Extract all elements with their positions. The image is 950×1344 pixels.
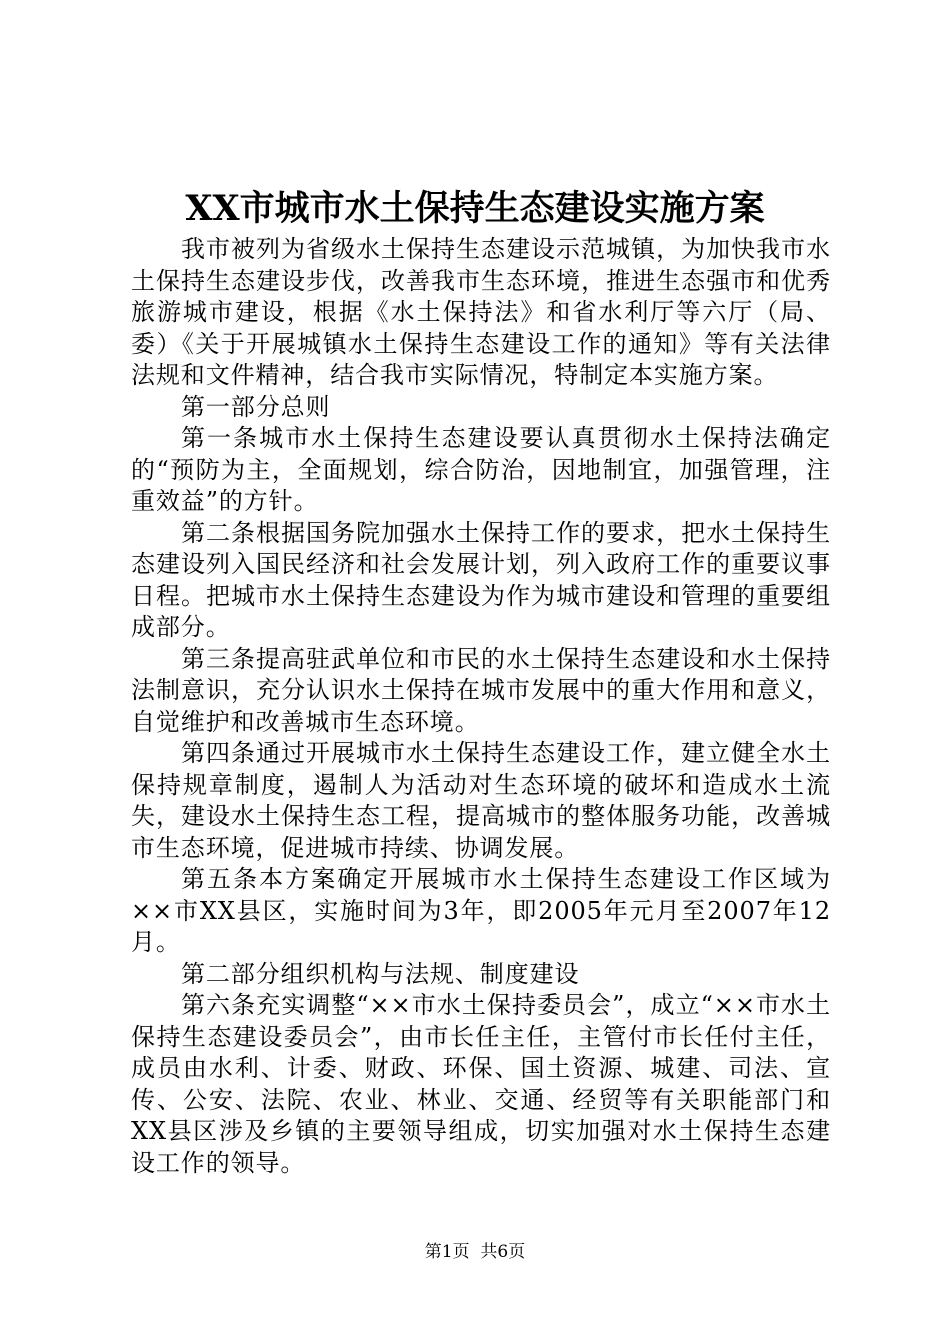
- article-5: 第五条本方案确定开展城市水土保持生态建设工作区域为××市XX县区，实施时间为3年，即2005年元月至2007年12月。: [131, 865, 831, 956]
- section-heading-part-two: 第二部分组织机构与法规、制度建设: [181, 959, 580, 988]
- document-title: XX市城市水土保持生态建设实施方案: [185, 188, 765, 229]
- section-heading-part-one: 第一部分总则: [181, 392, 331, 421]
- article-2: 第二条根据国务院加强水土保持工作的要求，把水土保持生态建设列入国民经济和社会发展计划，列入政府工作的重要议事日程。把城市水土保持生态建设为作为城市建设和管理的重要组成部分。: [131, 518, 831, 641]
- article-4: 第四条通过开展城市水土保持生态建设工作，建立健全水土保持规章制度，遏制人为活动对生态环境的破坏和造成水土流失，建设水土保持生态工程，提高城市的整体服务功能，改善城市生态环境，促进城市持续、协调发展。: [131, 739, 831, 862]
- page-number: 第1页: [424, 1242, 470, 1262]
- page-total: 共6页: [480, 1242, 526, 1262]
- page-footer: [0, 1240, 950, 1264]
- document-body: [131, 234, 831, 1179]
- article-1: 第一条城市水土保持生态建设要认真贯彻水土保持法确定的“预防为主，全面规划，综合防治，因地制宜，加强管理，注重效益”的方针。: [131, 424, 831, 515]
- paragraph-intro: 我市被列为省级水土保持生态建设示范城镇，为加快我市水土保持生态建设步伐，改善我市生态环境，推进生态强市和优秀旅游城市建设，根据《水土保持法》和省水利厅等六厅（局、委）《关于开展城镇水土保持生态建设工作的通知》等有关法律法规和文件精神，结合我市实际情况，特制定本实施方案。: [131, 235, 831, 389]
- article-6: 第六条充实调整“××市水土保持委员会”，成立“××市水土保持生态建设委员会”，由市长任主任，主管付市长任付主任，成员由水利、计委、财政、环保、国土资源、城建、司法、宣传、公安、法院、农业、林业、交通、经贸等有关职能部门和XX县区涉及乡镇的主要领导组成，切实加强对水土保持生态建设工作的领导。: [131, 991, 831, 1177]
- article-3: 第三条提高驻武单位和市民的水土保持生态建设和水土保持法制意识，充分认识水土保持在城市发展中的重大作用和意义，自觉维护和改善城市生态环境。: [131, 644, 831, 736]
